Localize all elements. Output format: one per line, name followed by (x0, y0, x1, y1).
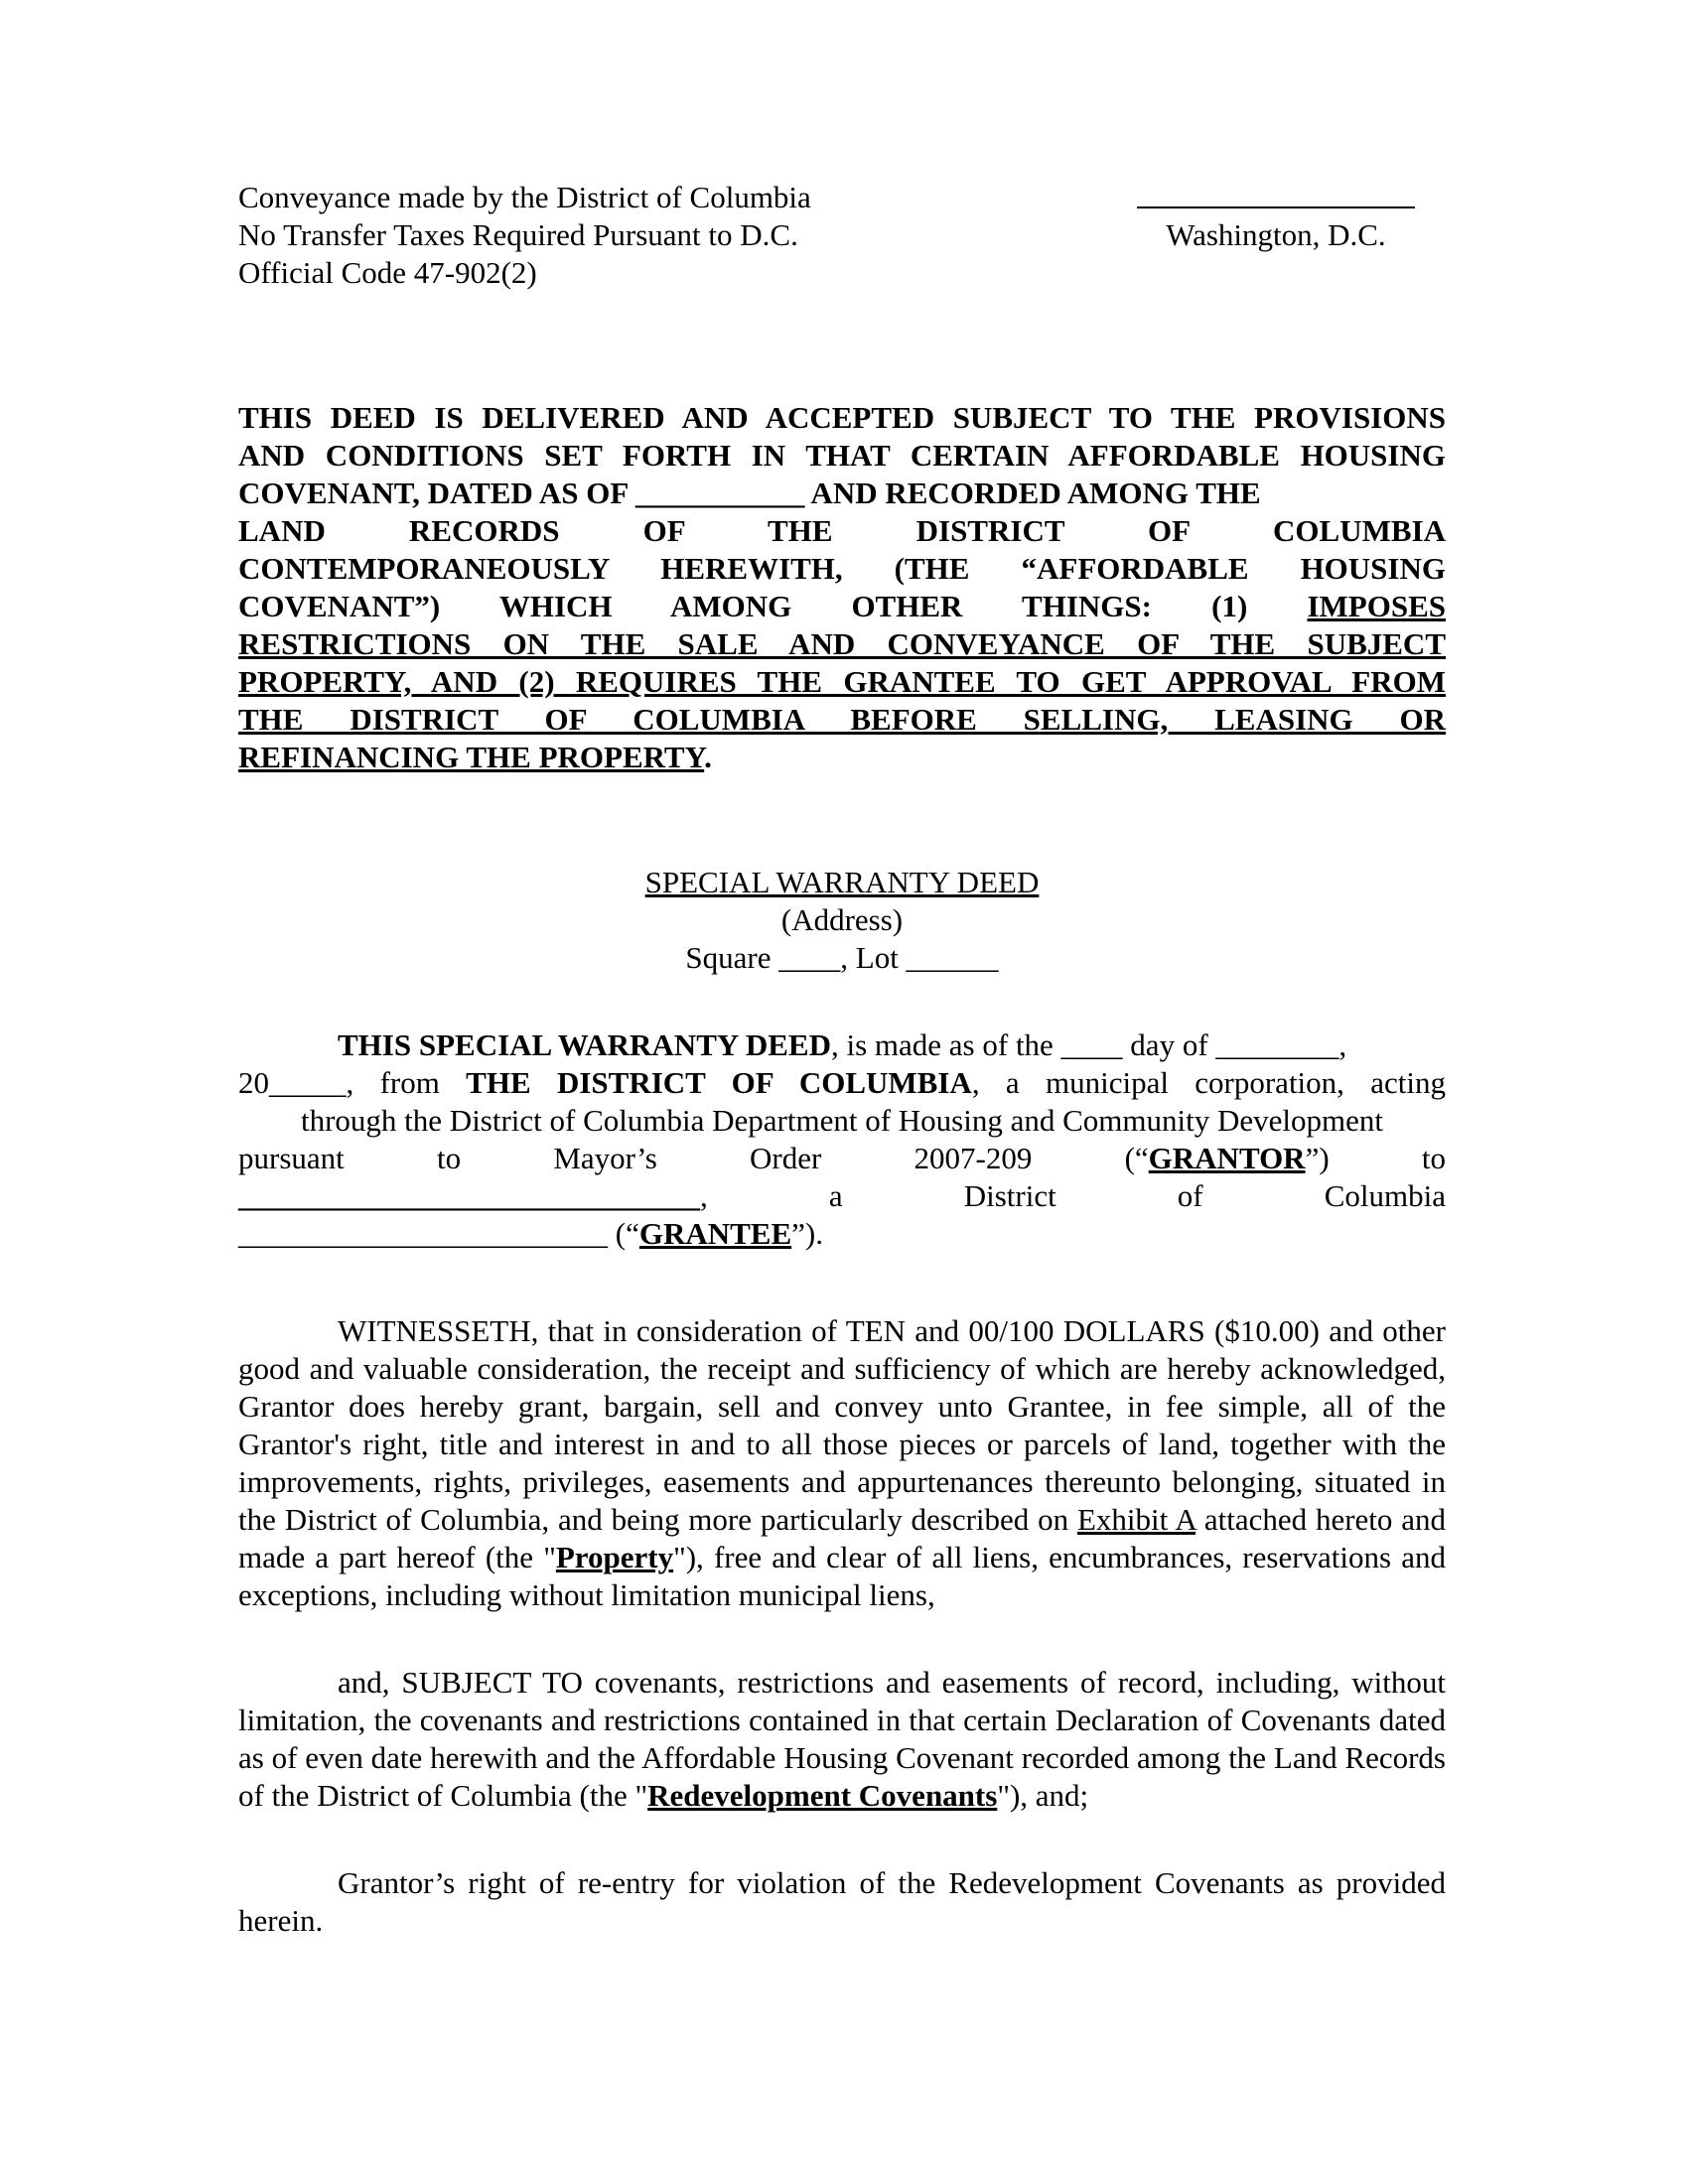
subject-to-text-a: and, SUBJECT TO covenants, restrictions and easements of record, including, without limitation, the covenants and restrictions contained in that certain Declaration of Covenants dated as of even date herewith and the Affordable Housing Covenant recorded among the Land Records of the District of Columbia (the " (238, 1665, 1446, 1813)
covenant-date-blank: ___________ (634, 476, 805, 510)
conveyance-line-2: No Transfer Taxes Required Pursuant to D.C. (238, 217, 798, 252)
notice-line-6 (238, 588, 1446, 625)
district-name: THE DISTRICT OF COLUMBIA (466, 1065, 972, 1100)
deed-title: SPECIAL WARRANTY DEED (644, 865, 1040, 899)
intro-line-2-b: , a municipal corporation, acting (971, 1065, 1446, 1100)
notice-line-7: RESTRICTIONS ON THE SALE AND CONVEYANCE OF THE SUBJECT (238, 626, 1446, 661)
deed-page (238, 179, 1446, 1940)
witnesseth-paragraph (238, 1312, 1446, 1614)
intro-line-4-a: pursuant to Mayor’s Order 2007-209 (“ (238, 1141, 1149, 1175)
intro-paragraph (238, 1026, 1446, 1253)
grantor-term: GRANTOR (1148, 1141, 1306, 1175)
deed-address: (Address) (780, 902, 904, 937)
intro-line-2 (238, 1064, 1446, 1102)
grantee-type-blank: ________________________ (238, 1216, 608, 1251)
notice-line-3-text-a: COVENANT, DATED AS OF (238, 476, 635, 510)
notice-line-1: THIS DEED IS DELIVERED AND ACCEPTED SUBJECT TO THE PROVISIONS (238, 400, 1446, 435)
intro-line-2-a: 20_____, from (238, 1065, 467, 1100)
intro-line-6-a: (“ (608, 1216, 639, 1251)
notice-line-5: CONTEMPORANEOUSLY HEREWITH, (THE “AFFORDABLE HOUSING (238, 551, 1446, 586)
notice-line-2: AND CONDITIONS SET FORTH IN THAT CERTAIN AFFORDABLE HOUSING (238, 438, 1446, 473)
notice-refinancing: REFINANCING THE PROPERTY (238, 740, 705, 774)
witnesseth-text-a: WITNESSETH, that in consideration of TEN and 00/100 DOLLARS ($10.00) and other good and valuable consideration, the receipt and sufficiency of which are hereby acknowledged, Grantor does hereby grant, bargain, sell and convey unto Grantee, in fee simple, all of the Grantor's right, title and interest in and to all those pieces or parcels of land, together with the improvements, rights, privileges, easements and appurtenances thereunto belonging, situated in the District of Columbia, and being more particularly described on (238, 1313, 1446, 1537)
intro-line-1-rest: , is made as of the ____ day of ________, (830, 1027, 1347, 1062)
notice-line-4: LAND RECORDS OF THE DISTRICT OF COLUMBIA (238, 513, 1446, 548)
intro-line-4 (238, 1140, 1446, 1177)
notice-line-10 (238, 739, 1446, 776)
affordable-housing-notice (238, 399, 1446, 776)
conveyance-note (238, 179, 993, 292)
notice-line-6-text: COVENANT”) WHICH AMONG OTHER THINGS: (1) (238, 589, 1308, 623)
exhibit-a-reference: Exhibit A (1076, 1502, 1196, 1537)
subject-to-paragraph (238, 1664, 1446, 1815)
conveyance-line-3: Official Code 47-902(2) (238, 255, 537, 290)
reentry-paragraph: Grantor’s right of re-entry for violation of the Redevelopment Covenants as provided herein. (238, 1865, 1446, 1938)
intro-line-6-b: ”). (791, 1216, 823, 1251)
property-term: Property (555, 1540, 674, 1574)
deed-title-block (238, 864, 1446, 977)
notice-line-3 (238, 475, 1446, 512)
square-lot: Square ____, Lot ______ (685, 940, 999, 975)
notice-line-9: THE DISTRICT OF COLUMBIA BEFORE SELLING, LEASING OR (238, 702, 1446, 737)
notice-imposes: IMPOSES (1307, 589, 1446, 623)
grantee-term: GRANTEE (638, 1216, 792, 1251)
intro-line-6 (238, 1215, 1446, 1253)
location-text: Washington, D.C. (1166, 217, 1386, 252)
notice-line-3-text-b: AND RECORDED AMONG THE (804, 476, 1261, 510)
intro-line-1 (238, 1026, 1446, 1064)
intro-line-5-rest: , a District of Columbia (700, 1178, 1446, 1213)
location-block (1127, 179, 1425, 254)
notice-period: . (704, 740, 712, 774)
document-header (238, 179, 1446, 298)
grantee-name-blank: ______________________________ (238, 1178, 700, 1213)
witnesseth-text-c: "), free and clear of all liens, encumbrances, reservations and exceptions, including without limitation municipal liens, (238, 1540, 1446, 1612)
conveyance-line-1: Conveyance made by the District of Columbia (238, 180, 811, 214)
location-signature-blank (1127, 179, 1425, 216)
intro-line-4-b: ”) to (1305, 1141, 1446, 1175)
intro-line-5 (238, 1177, 1446, 1215)
notice-line-8: PROPERTY, AND (2) REQUIRES THE GRANTEE TO GET APPROVAL FROM (238, 664, 1446, 699)
witnesseth-text-b: attached hereto and made a part hereof (the " (238, 1502, 1447, 1574)
intro-bold-open: THIS SPECIAL WARRANTY DEED (338, 1027, 831, 1062)
intro-line-3: through the District of Columbia Department of Housing and Community Development (301, 1103, 1383, 1138)
redevelopment-covenants-term: Redevelopment Covenants (647, 1778, 998, 1813)
subject-to-text-b: "), and; (997, 1778, 1089, 1813)
